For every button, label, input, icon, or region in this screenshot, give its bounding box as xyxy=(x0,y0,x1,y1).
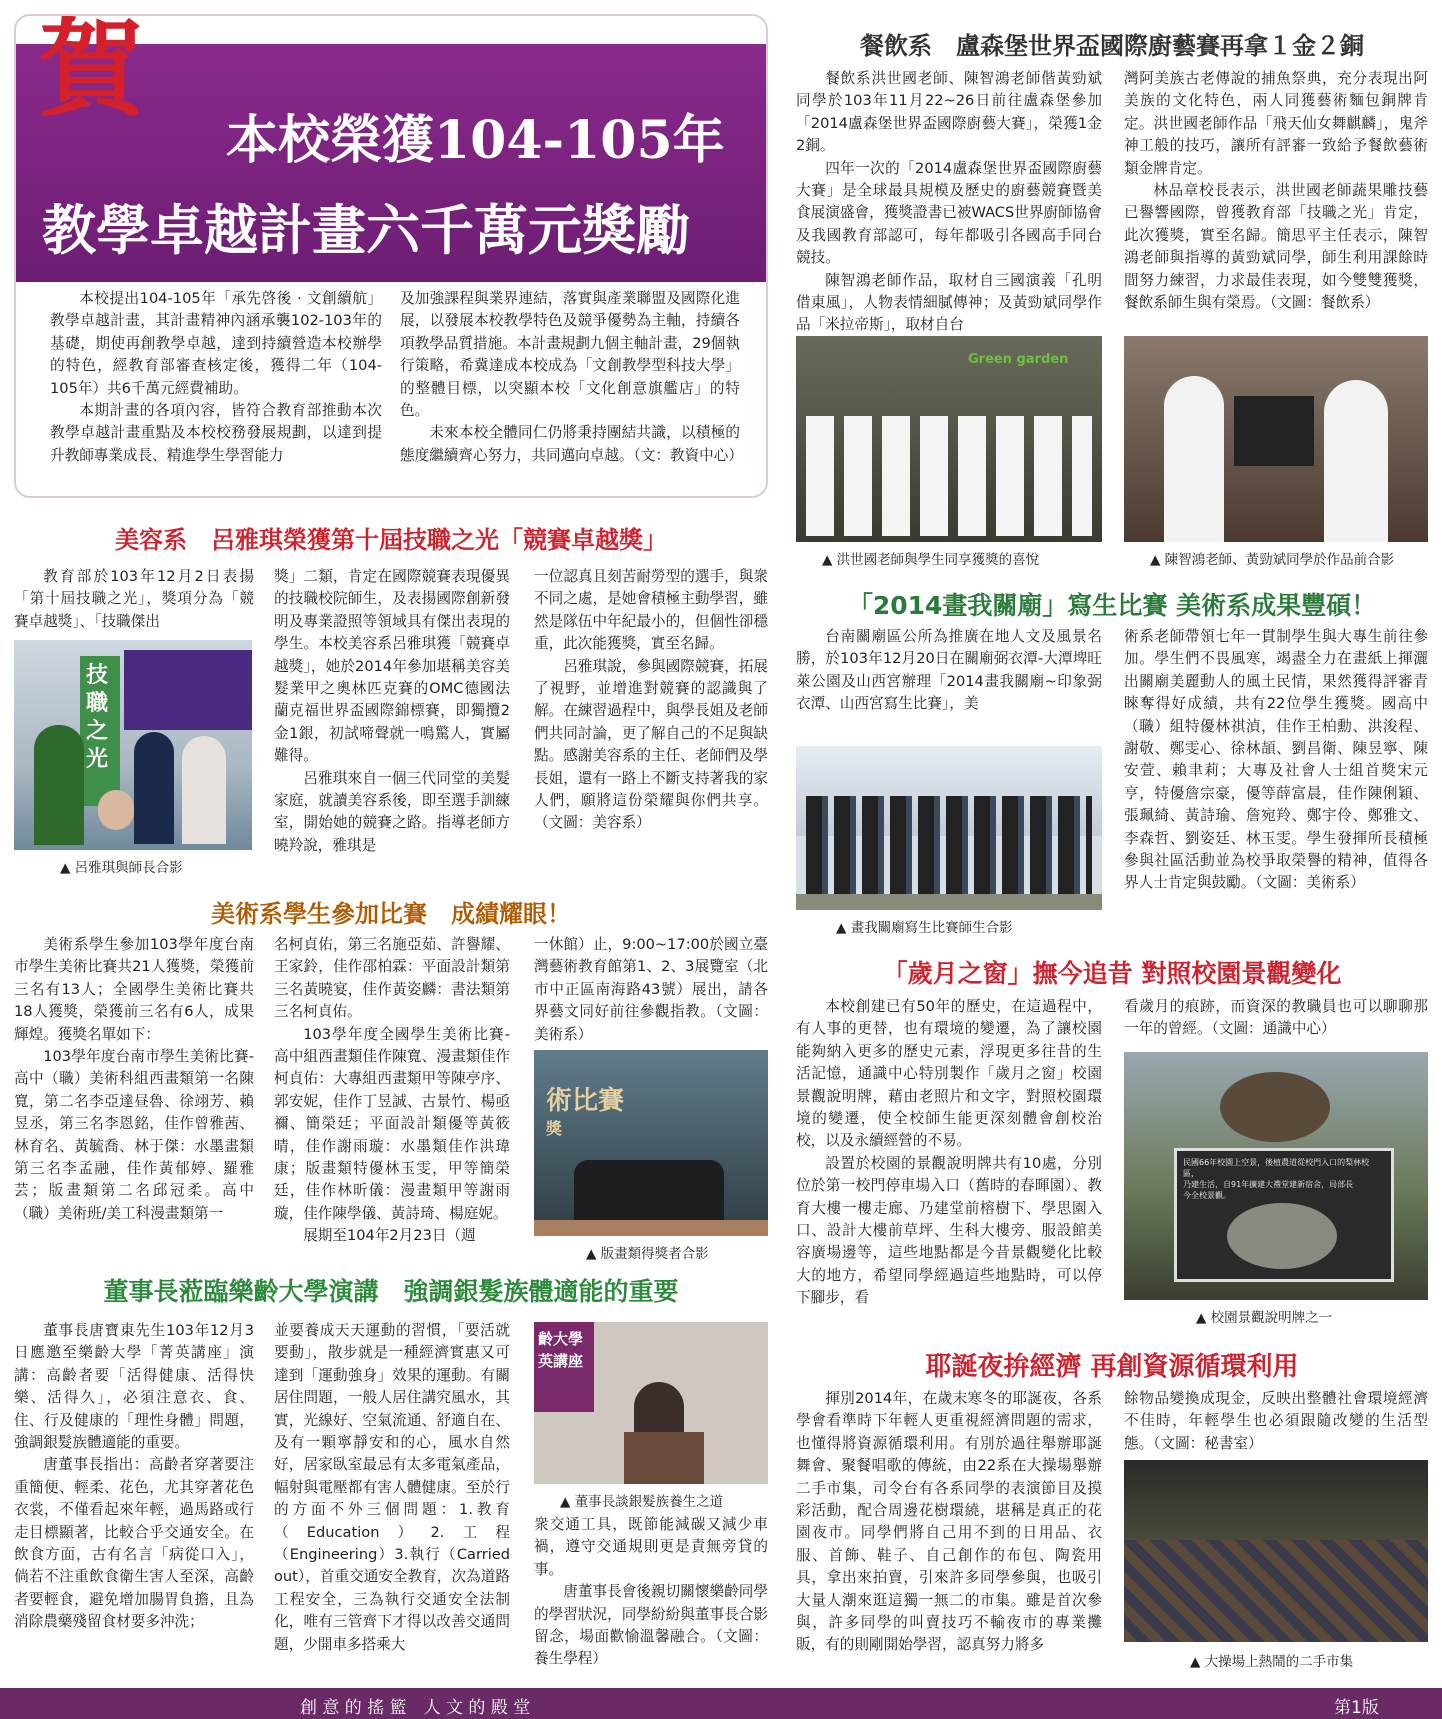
headline-title-1: 本校榮獲104-105年 xyxy=(226,110,725,171)
page-number: 第1版 xyxy=(1334,1698,1379,1718)
christmas-headline: 耶誕夜拚經濟 再創資源循環利用 xyxy=(925,1352,1299,1382)
art-photo: 術比賽 獎 xyxy=(534,1050,768,1236)
beauty-headline: 美容系 呂雅琪榮獲第十屆技職之光「競賽卓越獎」 xyxy=(115,526,667,554)
chairman-headline: 董事長蒞臨樂齡大學演講 強調銀髮族體適能的重要 xyxy=(103,1277,679,1306)
art-col-2: 名柯貞佑，第三名施亞茹、許譽耀、王家鈴，佳作邵柏霖：平面設計類第三名黃曉宴，佳作黃姿麟：書法類第三名柯貞佑。 103學年度全國學生美術比賽-高中組西畫類佳作陳寬、漫畫類佳作柯貞佑：大專組西畫類甲等陳亭序、郭安妮，佳作丁昱誠、古景竹、楊亟禰、簡榮廷；平面設計類優等黃筱晴，佳作謝雨璇：水墨類佳作洪瑋康；版畫類特優林玉雯，甲等簡榮廷，佳作林昕儀：漫畫類甲等謝雨璇，佳作陳學儀、黃詩琦、楊庭妮。 展期至104年2月23日（週 xyxy=(274,936,510,1245)
chairman-col-3: 衆交通工具，既節能減碳又減少車禍，遵守交通規則更是責無旁貸的事。 唐董事長會後親切關懷樂齡同學的學習狀況，同學紛紛與董事長合影留念，場面歡愉溫馨融合。（文圖：養生學程） xyxy=(534,1516,768,1668)
years-col-2: 看歲月的痕跡，而資深的教職員也可以聊聊那一年的曾經。（文圖：通識中心） xyxy=(1124,998,1428,1038)
guanmiao-col-2: 術系老師帶領七年一貫制學生與大專生前往參加。學生們不畏風寒，竭盡全力在畫紙上揮灑出關廟美麗動人的風土民情，果然獲得評審青睞奪得好成績，共有22位學生獲獎。國高中（職）組特優林祺湞，佳作王柏勳、洪浚程、謝敬、鄭雯心、徐林頡、劉昌衛、陳昱寧、陳安萱、賴聿莉；大專及社會人士組首獎宋元亨，特優詹宗豪，優等薛富晨，佳作陳俐穎、張珮綺、黃詩瑜、詹宛羚、鄭宇伶、鄭雅文、李森哲、劉姿廷、林玉雯。學生發揮所長積極參與社區活動並為校爭取榮譽的精神，值得各界人士肯定與鼓勵。（文圖：美術系） xyxy=(1124,628,1428,892)
art-headline: 美術系學生參加比賽 成績耀眼！ xyxy=(211,900,571,928)
guanmiao-headline: 「2014畫我關廟」寫生比賽 美術系成果豐碩！ xyxy=(847,591,1377,620)
chairman-col-1: 董事長唐寶東先生103年12月3日應邀至樂齡大學「菁英講座」演講：高齡者要「活得健康、活得快樂、活得久」，必須注意衣、食、住、行及健康的「理性身體」問題，強調銀髮族體適能的重要。 唐董事長指出：高齡者穿著要注重簡便、輕柔、花色，尤其穿著花色衣裳，不僅看起來年輕，過馬路或行走目標顯著，比較合乎交通安全。在飲食方面，古有名言「病從口入」，倘若不注重飲食衛生害人至深，高齡者要輕食，避免增加腸胃負擔，且為消除農藥殘留食材要多沖洗； xyxy=(14,1322,254,1631)
beauty-caption: ▲ 呂雅琪與師長合影 xyxy=(60,860,183,876)
culinary-col-1: 餐飲系洪世國老師、陳智鴻老師偕黃勁斌同學於103年11月22~26日前往盧森堡參加「2014盧森堡世界盃國際廚藝大賽」，榮獲1金2銅。 四年一次的「2014盧森堡世界盃國際廚藝大賽」是全球最具規模及歷史的廚藝競賽暨美食展演盛會，獲獎證書已被WACS世界廚師協會及我國教育部認可，每年都吸引各國高手同台競技。 陳智鴻老師作品，取材自三國演義「孔明借東風」，人物表情細膩傳神；及黃勁斌同學作品「米拉帝斯」，取材自台 xyxy=(796,70,1102,334)
beauty-photo: 技 職 之 光 xyxy=(14,640,252,850)
art-col-3: 一休館）止，9:00~17:00於國立臺灣藝術教育館第1、2、3展覽室（北市中正區南海路43號）展出，請各界藝文同好前往參觀指教。（文圖：美術系） xyxy=(534,936,768,1043)
years-sign-text: 民國66年校園上空景，後植農道從校門入口的梨林校區， 乃建生活，自91年擴建大禮堂建新宿舍，局部長 今全校景觀。 xyxy=(1183,1158,1370,1200)
guanmiao-col-1: 台南關廟區公所為推廣在地人文及風景名勝，於103年12月20日在關廟弼衣潭-大潭埤旺萊公園及山西宮辦理「2014畫我關廟~印象弼衣潭、山西宮寫生比賽」，美 xyxy=(796,628,1102,713)
years-headline: 「歲月之窗」撫今追昔 對照校園景觀變化 xyxy=(882,959,1342,988)
headline-col-2: 及加強課程與業界連結，落實與產業聯盟及國際化進展，以發展本校教學特色及競爭優勢為主軸，持續各項教學品質措施。本計畫規劃九個主軸計畫，29個執行策略，希冀達成本校成為「文創教學型科技大學」的整體目標，以突顯本校「文化創意旗艦店」的特色。 未來本校全體同仁仍將秉持團結共識，以積極的態度繼續齊心努力，共同邁向卓越。（文：教資中心） xyxy=(400,290,743,464)
headline-box xyxy=(14,14,768,498)
page-footer xyxy=(0,1688,1442,1719)
christmas-col-2: 餘物品變換成現金，反映出整體社會環境經濟不佳時，年輕學生也必須跟隨改變的生活型態。（文圖：秘書室） xyxy=(1124,1390,1428,1452)
headline-title-2: 教學卓越計畫六千萬元獎勵 xyxy=(42,198,690,262)
culinary-photo-1: Green garden xyxy=(796,336,1102,542)
years-caption: ▲ 校園景觀說明牌之一 xyxy=(1196,1310,1333,1326)
beauty-col-2: 獎」二類，肯定在國際競賽表現優異的技職校院師生，及表揚國際創新發明及專業證照等領域具有傑出表現的學生。本校美容系呂雅琪獲「競賽卓越獎」，她於2014年參加堪稱美容美髮業甲之奧林匹克賽的OMC德國法蘭克福世界盃國際錦標賽，即獨攬2金1銀，初試啼聲就一鳴驚人，實屬難得。 呂雅琪來自一個三代同堂的美髮家庭，就讀美容系後，即至選手訓練室，開始她的競賽之路。指導老師方曉羚說，雅琪是 xyxy=(274,568,510,854)
culinary-col-2: 灣阿美族古老傳說的捕魚祭典，充分表現出阿美族的文化特色，兩人同獲藝術麵包銅牌肯定。洪世國老師作品「飛天仙女舞麒麟」，鬼斧神工般的技巧，讓所有評審一致給予餐飲藝術類金牌肯定。 林品章校長表示，洪世國老師蔬果雕技藝已譽響國際，曾獲教育部「技職之光」肯定，此次獲獎，實至名歸。簡思平主任表示，陳智鴻老師與指導的黃勁斌同學，師生利用課餘時間努力練習，力求最佳表現，如今雙雙獲獎，餐飲系師生與有榮焉。（文圖：餐飲系） xyxy=(1124,70,1428,312)
culinary-caption-2: ▲ 陳智鴻老師、黃勁斌同學於作品前合影 xyxy=(1150,552,1395,568)
footer-motto: 創 意 的 搖 籃 人 文 的 殿 堂 xyxy=(300,1698,531,1718)
christmas-col-1: 揮別2014年，在歲末寒冬的耶誕夜，各系學會看準時下年輕人更重視經濟問題的需求，也懂得將資源循環利用。有別於過往舉辦耶誕舞會、聚餐唱歌的傳統，由22系在大操場舉辦二手市集，司令台有各系同學的表演節目及摸彩活動，配合周邊花樹環繞，堪稱是真正的花園夜市。同學們將自己用不到的日用品、衣服、首飾、鞋子、自己創作的布包、陶瓷用具，拿出來拍賣，引來許多同學參與，也吸引大量人潮來逛這獨一無二的市集。雖是首次參與，許多同學的叫賣技巧不輸夜市的專業攤販，有的則剛開始學習，認真努力將多 xyxy=(796,1390,1102,1654)
chairman-photo: 齡大學 英講座 xyxy=(534,1322,768,1484)
christmas-photo xyxy=(1124,1460,1428,1642)
art-caption: ▲ 版畫類得獎者合影 xyxy=(586,1246,709,1262)
beauty-col-1-top: 教育部於103年12月2日表揚「第十屆技職之光」，獎項分為「競賽卓越獎」、「技職傑出 xyxy=(14,568,254,630)
christmas-caption: ▲ 大操場上熱鬧的二手市集 xyxy=(1190,1654,1354,1670)
chairman-col-2: 並要養成天天運動的習慣，「要活就要動」，散步就是一種經濟實惠又可達到「運動強身」效果的運動。有關居住問題，一般人居住講究風水，其實，光線好、空氣流通、舒適自在、及有一顆寧靜安和的心，風水自然好，居家臥室最忌有太多電氣產品，幅射與電壓都有害人體健康。至於行的方面不外三個問題：1.教育（Education）2.工程（Engineering）3.執行（Carried out），首重交通安全教育，次為道路工程安全，三為執行交通安全法制化，唯有三管齊下才得以改善交通問題，少開車多搭乘大 xyxy=(274,1322,510,1653)
chairman-caption: ▲ 董事長談銀髮族養生之道 xyxy=(560,1494,724,1510)
congrats-mark: 賀 xyxy=(38,14,144,131)
culinary-caption-1: ▲ 洪世國老師與學生同享獲獎的喜悅 xyxy=(822,552,1040,568)
guanmiao-photo xyxy=(796,746,1102,910)
beauty-col-3: 一位認真且刻苦耐勞型的選手，與衆不同之處，是她會積極主動學習，雖然是隊伍中年紀最小的，但個性卻穩重，此次能獲獎，實至名歸。 呂雅琪說，參與國際競賽，拓展了視野，並增進對競賽的認識與了解。在練習過程中，與學長姐及老師們共同討論，更了解自己的不足與缺點。感謝美容系的主任、老師們及學長姐，還有一路上不斷支持著我的家人們，願將這份榮耀與你們共享。（文圖：美容系） xyxy=(534,568,768,832)
headline-col-1: 本校提出104-105年「承先啓後 · 文創續航」教學卓越計畫，其計畫精神內涵承襲102-103年的基礎，期使再創教學卓越，達到持續營造本校辦學的特色，經教育部審查核定後，獲得二年（104-105年）共6千萬元經費補助。 本期計畫的各項內容，皆符合教育部推動本次教學卓越計畫重點及本校校務發展規劃，以達到提升教師專業成長、精進學生學習能力 xyxy=(50,290,382,464)
years-col-1: 本校創建已有50年的歷史，在這過程中，有人事的更替，也有環境的變遷，為了讓校園能夠納入更多的歷史元素，浮現更多往昔的生活記憶，通識中心特別製作「歲月之窗」校園景觀說明牌，藉由老照片和文字，對照校園環境的變遷，使全校師生能更深刻體會創校治校，以及永續經營的不易。 設置於校園的景觀說明牌共有10處，分別位於第一校門停車場入口（舊時的春暉園）、教育大樓一樓走廊、乃建堂前榕樹下、學思園入口、設計大樓前草坪、生科大樓旁、服設館美容廣場邊等，這些地點都是今昔景觀變化比較大的地方，希望同學經過這些地點時，可以停下腳步，看 xyxy=(796,998,1102,1307)
guanmiao-caption: ▲ 畫我關廟寫生比賽師生合影 xyxy=(836,920,1013,936)
culinary-photo-2 xyxy=(1124,336,1428,542)
culinary-headline: 餐飲系 盧森堡世界盃國際廚藝賽再拿１金２銅 xyxy=(860,32,1364,60)
art-col-1: 美術系學生參加103學年度台南市學生美術比賽共21人獲獎，榮獲前三名有13人；全國學生美術比賽共18人獲獎，榮獲前三名有6人，成果輝煌。獲獎名單如下： 103學年度台南市學生美術比賽-高中（職）美術科組西畫類第一名陳寬，第二名李亞達昼魯、徐翊芳、賴昱丞，第三名李恩銘，佳作曾雅茜、林育名、黃毓喬、林于傑：水墨畫類第三名李孟融，佳作黃郁婷、羅雅芸；版畫類第二名邱冠柔。高中（職）美術班/美工科漫畫類第一 xyxy=(14,936,254,1222)
years-photo xyxy=(1124,1052,1428,1300)
